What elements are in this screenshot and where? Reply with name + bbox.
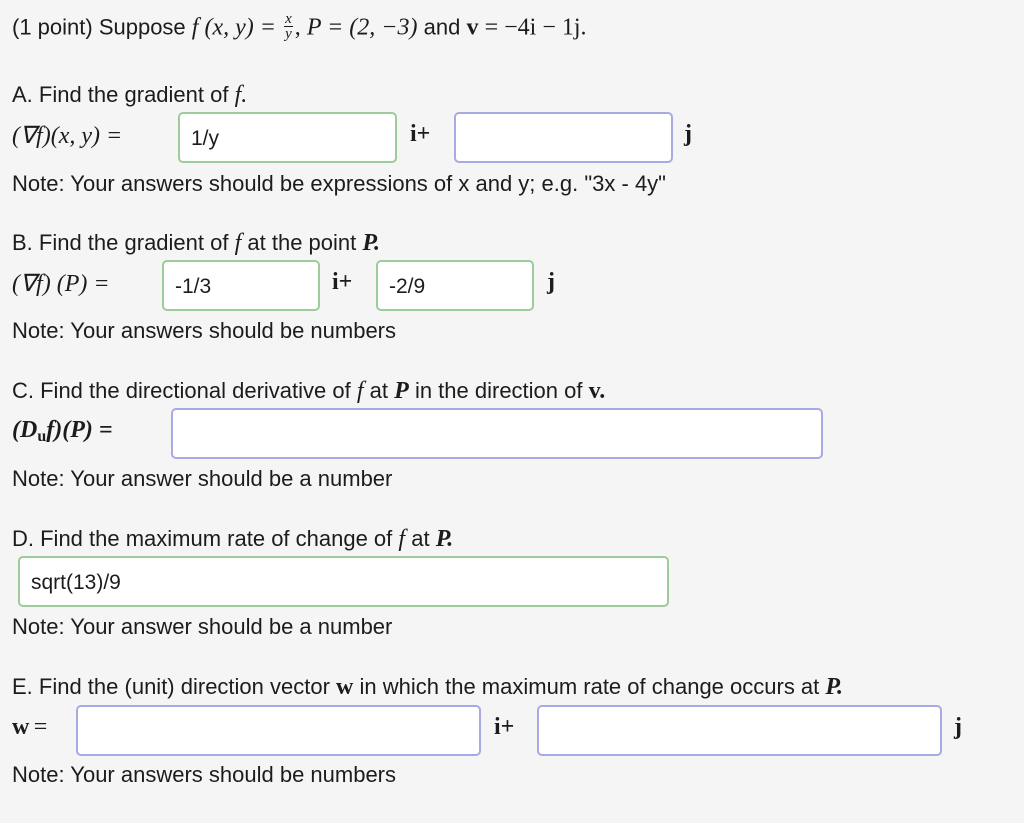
vector-definition: = −4i − 1j. [484, 14, 587, 41]
part-d-prompt-text-b: at [411, 526, 430, 551]
part-e-i-label: i+ [494, 714, 515, 740]
part-a-i-input[interactable]: 1/y [178, 112, 397, 163]
point-definition: P = (2, −3) [306, 14, 418, 41]
part-c-lhs-rest: f)(P) = [46, 417, 113, 443]
comma: , [294, 14, 301, 41]
part-c-P: P [394, 378, 409, 404]
fraction-denominator: y [285, 26, 292, 42]
part-b-f: f [234, 230, 242, 256]
part-c-v: v. [588, 378, 606, 404]
part-d-prompt [12, 526, 453, 553]
part-c-lhs-sub: u [37, 428, 47, 446]
part-a-f: f. [234, 82, 248, 108]
points-label: (1 point) Suppose [12, 14, 186, 40]
part-d-note: Note: Your answer should be a number [12, 614, 393, 639]
part-c-note: Note: Your answer should be a number [12, 466, 393, 491]
part-d-P: P. [435, 526, 454, 552]
fraction-numerator: x [285, 11, 292, 27]
part-c-lhs [12, 417, 113, 446]
part-e-prompt-text-a: E. Find the (unit) direction vector [12, 674, 330, 699]
part-e-j-label: j [954, 714, 962, 740]
part-a-i-label: i+ [410, 121, 431, 147]
part-b-i-input[interactable]: -1/3 [162, 260, 320, 311]
part-c-prompt-text-b: at [369, 378, 389, 403]
part-a-j-input[interactable] [454, 112, 673, 163]
part-e-lhs-eq: = [33, 714, 48, 740]
part-b-j-label: j [547, 269, 555, 295]
part-b-note: Note: Your answers should be numbers [12, 318, 397, 343]
part-e-P: P. [825, 674, 843, 700]
part-a-prompt-text: A. Find the gradient of [12, 82, 229, 107]
part-e-prompt [12, 674, 843, 701]
part-a-prompt [12, 82, 247, 109]
part-c-prompt-text-a: C. Find the directional derivative of [12, 378, 351, 403]
part-d-input[interactable]: sqrt(13)/9 [18, 556, 669, 607]
and-label: and [423, 14, 461, 40]
part-b-prompt-text-b: at the point [247, 230, 357, 255]
part-a-j-label: j [684, 121, 692, 147]
part-e-note: Note: Your answers should be numbers [12, 762, 397, 787]
part-b-prompt-text-a: B. Find the gradient of [12, 230, 229, 255]
part-e-prompt-text-b: in which the maximum rate of change occurs at [359, 674, 820, 699]
part-b-j-input[interactable]: -2/9 [376, 260, 534, 311]
part-e-w: w [336, 674, 354, 700]
part-b-i-label: i+ [332, 269, 353, 295]
part-b-P: P. [362, 230, 380, 256]
part-e-lhs-w: w [12, 714, 30, 740]
vector-v: v [466, 14, 479, 41]
function-lhs: f (x, y) = [191, 14, 276, 41]
part-e-lhs [12, 714, 47, 741]
part-e-i-input[interactable] [76, 705, 481, 756]
part-c-input[interactable] [171, 408, 823, 459]
part-c-f: f [356, 378, 364, 404]
part-c-prompt-text-c: in the direction of [414, 378, 583, 403]
part-e-j-input[interactable] [537, 705, 942, 756]
part-d-f: f [398, 526, 406, 552]
part-b-prompt [12, 230, 380, 257]
function-fraction [284, 12, 293, 41]
problem-statement [12, 11, 587, 43]
part-c-lhs-open: (D [12, 417, 38, 443]
part-c-prompt [12, 378, 605, 405]
part-d-prompt-text-a: D. Find the maximum rate of change of [12, 526, 393, 551]
part-b-lhs: (∇f) (P) = [12, 271, 110, 297]
part-a-lhs: (∇f)(x, y) = [12, 123, 123, 149]
part-a-note: Note: Your answers should be expressions of x and y; e.g. "3x - 4y" [12, 171, 666, 196]
